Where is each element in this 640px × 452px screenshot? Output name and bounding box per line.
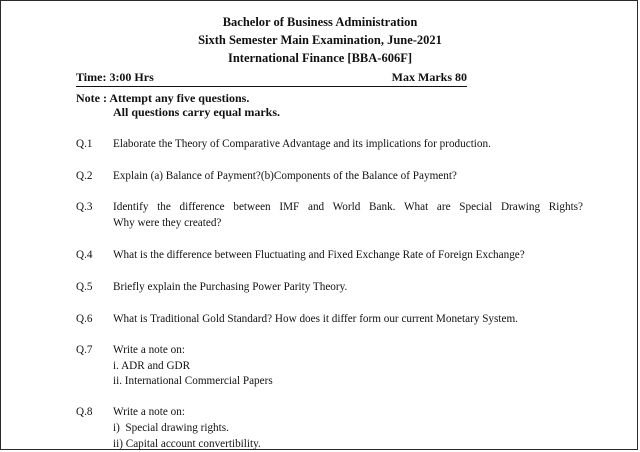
question-text: Write a note on:	[113, 344, 185, 356]
time-marks-bar	[76, 70, 467, 87]
question-number: Q.6	[76, 313, 93, 325]
question-text: What is Traditional Gold Standard? How does it differ form our current Monetary System.	[113, 313, 518, 325]
question-subitem: ii. International Commercial Papers	[113, 375, 273, 387]
question-text: Briefly explain the Purchasing Power Parity Theory.	[113, 281, 348, 293]
program-title: Bachelor of Business Administration	[222, 15, 418, 29]
question-subitem: ii) Capital account convertibility.	[113, 438, 261, 450]
question-text: Why were they created?	[113, 217, 222, 229]
question-subitem: i) Special drawing rights.	[113, 422, 229, 434]
exam-time: Time: 3:00 Hrs	[76, 70, 154, 84]
question-number: Q.4	[76, 249, 93, 261]
max-marks: Max Marks 80	[391, 70, 467, 84]
question-number: Q.7	[76, 344, 93, 356]
question-number: Q.1	[76, 138, 93, 150]
question-number: Q.5	[76, 281, 93, 293]
question-number: Q.3	[76, 201, 93, 213]
question-number: Q.8	[76, 406, 93, 418]
question-text: What is the difference between Fluctuating and Fixed Exchange Rate of Foreign Exchange?	[113, 249, 525, 261]
question-subitem: i. ADR and GDR	[113, 360, 191, 372]
question-text: Write a note on:	[113, 406, 185, 418]
question-number: Q.2	[76, 170, 93, 182]
question-text: Explain (a) Balance of Payment?(b)Components of the Balance of Payment?	[113, 170, 457, 182]
question-text: Identify the difference between IMF and World Bank. What are Special Drawing Rights?	[113, 201, 583, 213]
exam-title: Sixth Semester Main Examination, June-2021	[198, 33, 442, 47]
note-line-1: Note : Attempt any five questions.	[76, 91, 250, 105]
question-text: Elaborate the Theory of Comparative Advantage and its implications for production.	[113, 138, 491, 150]
course-title: International Finance [BBA-606F]	[227, 51, 413, 65]
note-line-2: All questions carry equal marks.	[113, 105, 281, 119]
